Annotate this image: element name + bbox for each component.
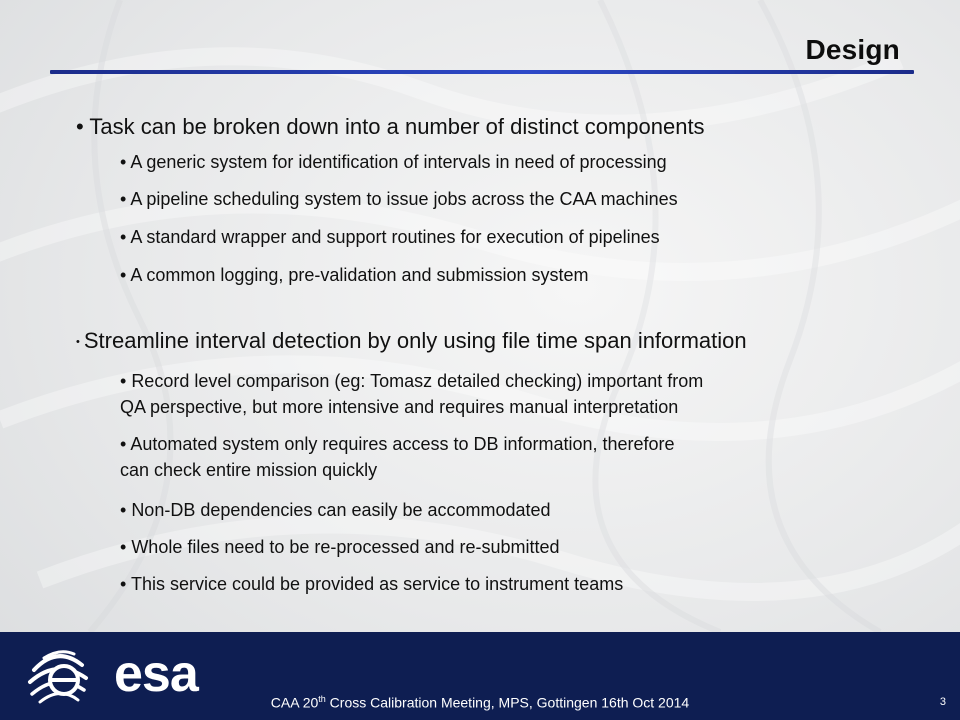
footer-meeting-info	[0, 694, 960, 711]
section-1-heading: • Task can be broken down into a number of distinct components	[76, 114, 705, 139]
page-number: 3	[939, 696, 946, 708]
footer-meeting-sup: th	[318, 694, 326, 704]
section-1-item: • A generic system for identification of intervals in need of processing	[120, 152, 667, 172]
section-2-item-text: Non-DB dependencies can easily be accommodated	[131, 500, 551, 520]
section-2-item: • Whole files need to be re-processed and re-submitted	[120, 537, 560, 557]
section-2-item-continued: QA perspective, but more intensive and requires manual interpretation	[120, 397, 679, 417]
section-1-item-text: A generic system for identification of intervals in need of processing	[130, 152, 667, 172]
section-2-item: • This service could be provided as service to instrument teams	[120, 574, 624, 594]
footer-meeting-prefix: CAA 20	[270, 694, 319, 711]
section-2-item: • Automated system only requires access to DB information, therefore	[120, 434, 675, 454]
section-2-item-text: Whole files need to be re-processed and re-submitted	[131, 537, 560, 557]
section-1-item-text: A common logging, pre-validation and submission system	[130, 265, 589, 285]
section-1-item-text: A pipeline scheduling system to issue jobs across the CAA machines	[130, 189, 678, 209]
section-1-item: • A common logging, pre-validation and submission system	[120, 265, 589, 285]
section-1-item-text: A standard wrapper and support routines for execution of pipelines	[130, 227, 660, 247]
footer-bar	[0, 632, 960, 720]
section-2-heading-text: Streamline interval detection by only using file time span information	[83, 328, 747, 353]
section-1-heading-text: Task can be broken down into a number of distinct components	[89, 114, 705, 139]
section-2-item-text: Automated system only requires access to DB information, therefore	[130, 434, 675, 454]
section-1-item: • A standard wrapper and support routines for execution of pipelines	[120, 227, 660, 247]
footer-meeting-suffix: Cross Calibration Meeting, MPS, Gottingen 16th Oct 2014	[325, 694, 690, 711]
section-2-item-text: Record level comparison (eg: Tomasz detailed checking) important from	[131, 371, 704, 391]
esa-logo-text: esa	[114, 645, 198, 703]
section-2-item-text: This service could be provided as service to instrument teams	[130, 574, 624, 594]
section-2-item: • Record level comparison (eg: Tomasz detailed checking) important from	[120, 371, 704, 391]
section-2-item: • Non-DB dependencies can easily be accommodated	[120, 500, 551, 520]
slide-title: Design	[805, 34, 900, 65]
section-2-heading: • Streamline interval detection by only using file time span information	[76, 328, 747, 353]
section-1-item: • A pipeline scheduling system to issue jobs across the CAA machines	[120, 189, 678, 209]
section-2-item-continued: can check entire mission quickly	[120, 460, 378, 480]
